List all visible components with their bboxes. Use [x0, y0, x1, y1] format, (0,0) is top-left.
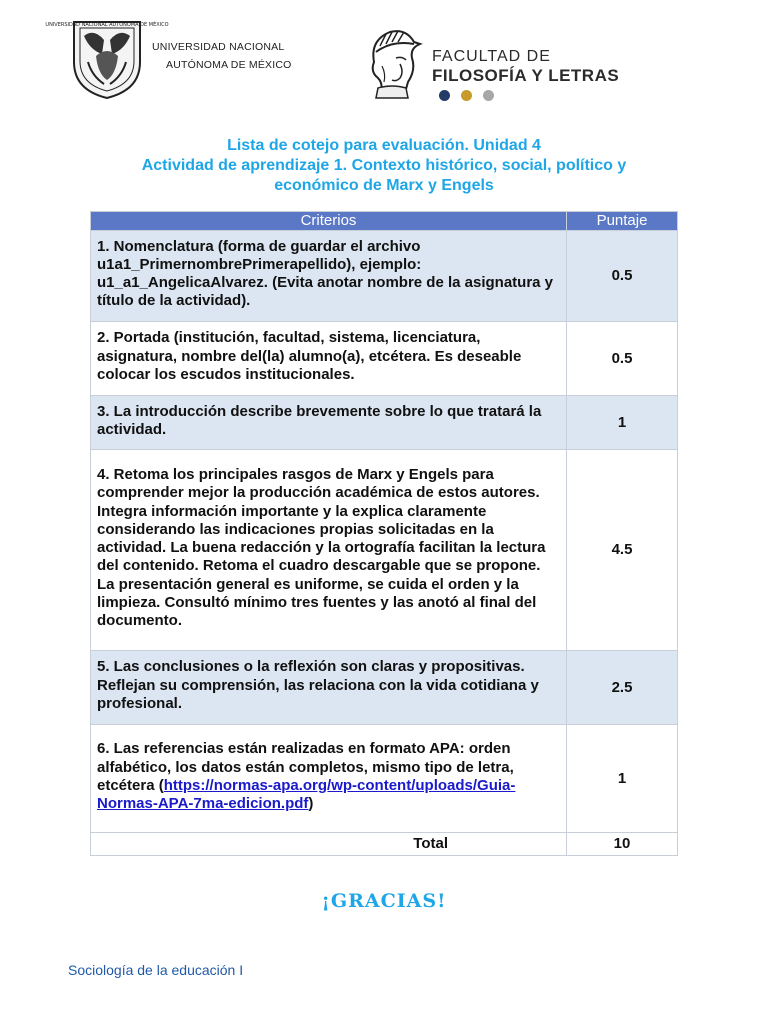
document-title	[80, 136, 688, 196]
ffyl-line2: FILOSOFÍA Y LETRAS	[432, 66, 620, 85]
unam-line2: AUTÓNOMA DE MÉXICO	[166, 59, 292, 71]
gold-dot-icon	[461, 90, 472, 101]
table-row	[91, 450, 678, 651]
table-row	[91, 396, 678, 450]
criterion-text: 1. Nomenclatura (forma de guardar el archivo u1a1_PrimernombrePrimerapellido), ejemplo: u1_a1_AngelicaAlvarez. (Evita anotar nombre de la asignatura y título de la actividad).	[91, 231, 567, 322]
navy-dot-icon	[439, 90, 450, 101]
table-row	[91, 322, 678, 396]
total-row	[91, 833, 678, 856]
unam-line1: UNIVERSIDAD NACIONAL	[152, 41, 285, 53]
header-criteria: Criterios	[91, 212, 567, 231]
svg-text:UNIVERSIDAD NACIONAL AUTÓNOMA: UNIVERSIDAD NACIONAL AUTÓNOMA DE MÉXICO	[45, 22, 169, 28]
gray-dot-icon	[483, 90, 494, 101]
title-line2: Actividad de aprendizaje 1. Contexto histórico, social, político y	[141, 157, 627, 174]
header-score: Puntaje	[567, 212, 678, 231]
criterion-text	[91, 725, 567, 833]
total-label: Total	[91, 833, 567, 856]
criterion-score: 0.5	[567, 322, 678, 396]
footer-course-name: Sociología de la educación I	[68, 962, 244, 978]
criterion-text: 4. Retoma los principales rasgos de Marx y Engels para comprender mejor la producción académica de estos autores. Integra información importante y la explica claramente considerando las indicaciones propias solicitadas en la actividad. La buena redacción y la ortografía facilitan la lectura del contenido. Retoma el cuadro descargable que se propone. La presentación general es uniforme, se cuida el orden y la limpieza. Consultó mínimo tres fuentes y las anotó al final del documento.	[91, 450, 567, 651]
criterion-text: 5. Las conclusiones o la reflexión son claras y propositivas. Reflejan su comprensión, las relaciona con la vida cotidiana y profesional.	[91, 651, 567, 725]
table-row	[91, 231, 678, 322]
criterion-score: 1	[567, 396, 678, 450]
total-value: 10	[567, 833, 678, 856]
apa-guide-link[interactable]: https://normas-apa.org/wp-content/uploads/Guia-Normas-APA-7ma-edicion.pdf	[97, 776, 516, 812]
criterion-text: 2. Portada (institución, facultad, sistema, licenciatura, asignatura, nombre del(la) alumno(a), etcétera. Es deseable colocar los escudos institucionales.	[91, 322, 567, 396]
evaluation-table	[90, 211, 678, 856]
criterion-score: 4.5	[567, 450, 678, 651]
unam-crest-logo	[45, 16, 169, 100]
criterion-text-before: 6. Las referencias están realizadas en formato APA: orden alfabético, los datos están completos, mismo tipo de letra, etcétera (	[97, 740, 514, 794]
ffyl-line1: FACULTAD DE	[432, 48, 551, 65]
athena-head-logo	[356, 22, 426, 100]
criterion-score: 0.5	[567, 231, 678, 322]
criterion-text-after: )	[308, 794, 314, 812]
table-row	[91, 651, 678, 725]
title-line1: Lista de cotejo para evaluación. Unidad 4	[227, 137, 541, 154]
criterion-score: 1	[567, 725, 678, 833]
thanks-message: ¡GRACIAS!	[321, 890, 447, 912]
unam-name	[152, 38, 292, 74]
criterion-text: 3. La introducción describe brevemente sobre lo que tratará la actividad.	[91, 396, 567, 450]
table-row	[91, 725, 678, 833]
table-header-row	[91, 212, 678, 231]
title-line3: económico de Marx y Engels	[274, 177, 494, 194]
criterion-score: 2.5	[567, 651, 678, 725]
